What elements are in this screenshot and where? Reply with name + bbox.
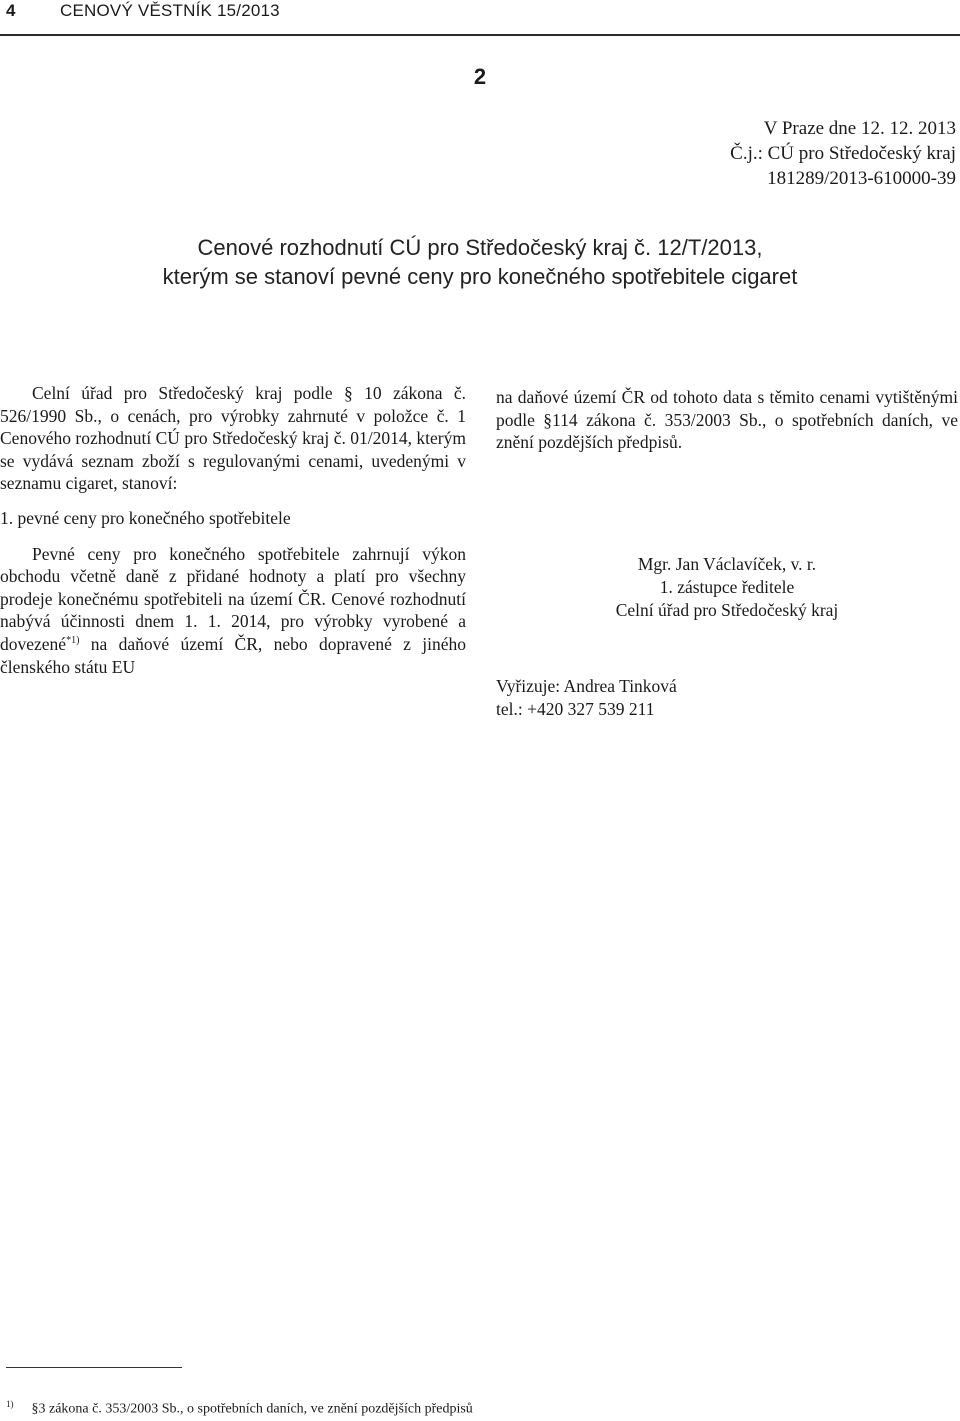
intro-paragraph: Celní úřad pro Středočeský kraj podle § 10 zákona č. 526/1990 Sb., o cenách, pro výrobky zahrnuté v položce č. 1 Cenového rozhodnutí CÚ pro Středočeský kraj č. 01/2014, kterým se vydává seznam zboží s regulovanými cenami, uvedenými v seznamu cigaret, stanoví:	[0, 383, 466, 494]
journal-title: CENOVÝ VĚSTNÍK 15/2013	[60, 1, 280, 20]
footnote-rule	[6, 1367, 182, 1368]
handler-phone: tel.: +420 327 539 211	[496, 699, 655, 719]
header-rule	[0, 34, 960, 36]
signatory-name: Mgr. Jan Václavíček, v. r.	[637, 554, 817, 574]
signatory-office: Celní úřad pro Středočeský kraj	[615, 600, 839, 620]
running-header	[0, 0, 960, 36]
contact-block	[496, 675, 677, 721]
place-date: V Praze dne 12. 12. 2013	[763, 118, 956, 139]
point-text-1: Pevné ceny pro konečného spotřebitele zahrnují výkon obchodu včetně daně z přidané hodnoty a platí pro všechny prodeje konečnému spotřebiteli na území ČR. Cenové rozhodnutí nabývá účinnosti dnem 1. 1. 2014, pro výrobky vyrobené a dovezené	[0, 543, 466, 654]
reference-line-2: 181289/2013-610000-39	[767, 168, 956, 189]
footnote-text: §3 zákona č. 353/2003 Sb., o spotřebních daních, ve znění pozdějších předpisů	[31, 1401, 473, 1417]
footnote-mark: 1)	[6, 1399, 14, 1409]
continuation-paragraph: na daňové území ČR od tohoto data s těmito cenami vytištěnými podle §114 zákona č. 353/2003 Sb., o spotřebních daních, ve znění pozdějších předpisů.	[496, 387, 958, 453]
point-paragraph	[0, 543, 466, 679]
document-title	[0, 233, 960, 291]
document-meta	[730, 116, 956, 191]
page-number: 4	[6, 1, 16, 20]
handler-name: Vyřizuje: Andrea Tinková	[496, 676, 677, 696]
right-column	[496, 386, 958, 454]
title-line-2: kterým se stanoví pevné ceny pro konečného spotřebitele cigaret	[162, 264, 798, 289]
reference-line-1: Č.j.: CÚ pro Středočeský kraj	[730, 143, 956, 164]
left-column	[0, 382, 466, 678]
signatory-role: 1. zástupce ředitele	[659, 577, 795, 597]
title-line-1: Cenové rozhodnutí CÚ pro Středočeský kraj č. 12/T/2013,	[197, 235, 763, 260]
point-text-2: na daňové území ČR, nebo dopravené z jiného členského státu EU	[0, 633, 466, 677]
footnote-reference: *1)	[66, 635, 80, 647]
point-heading: 1. pevné ceny pro konečného spotřebitele	[0, 507, 291, 528]
signature-block	[496, 553, 958, 622]
document-number: 2	[473, 64, 487, 89]
footnote	[6, 1399, 473, 1418]
